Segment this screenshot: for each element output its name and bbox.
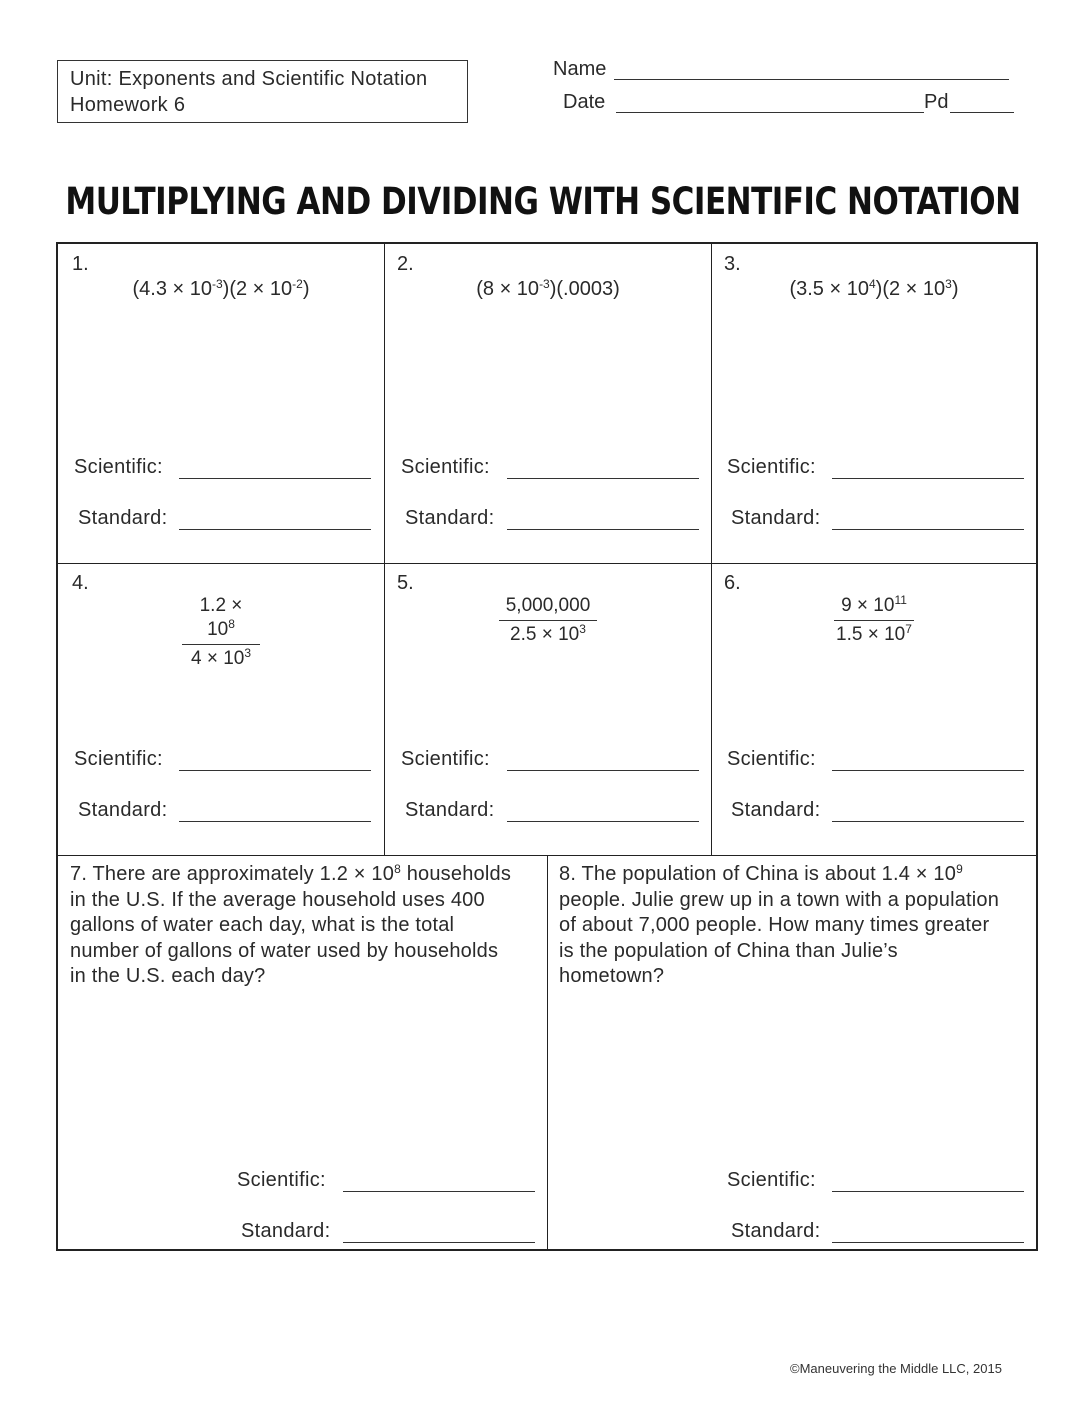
exponent: 3 [579, 622, 586, 636]
standard-answer-field[interactable] [179, 821, 371, 822]
problem-2-cell [385, 244, 711, 563]
exponent: 7 [905, 622, 912, 636]
scientific-answer-field[interactable] [832, 770, 1024, 771]
problem-number: 3. [724, 253, 741, 275]
standard-answer-field[interactable] [507, 529, 699, 530]
unit-title: Unit: Exponents and Scientific Notation [70, 68, 428, 90]
scientific-answer-field[interactable] [343, 1191, 535, 1192]
scientific-label: Scientific: [727, 1169, 816, 1191]
scientific-label: Scientific: [237, 1169, 326, 1191]
text-line [559, 862, 1031, 888]
denominator [182, 645, 260, 670]
exponent: 3 [244, 646, 252, 660]
problem-8-cell [548, 856, 1036, 1249]
scientific-label: Scientific: [401, 456, 490, 478]
standard-answer-field[interactable] [832, 529, 1024, 530]
standard-answer-field[interactable] [832, 1242, 1024, 1243]
text-line: in the U.S. each day? [70, 965, 266, 987]
standard-label: Standard: [731, 1220, 821, 1242]
problem-3-cell [712, 244, 1036, 563]
standard-label: Standard: [731, 799, 821, 821]
copyright-footer: ©Maneuvering the Middle LLC, 2015 [790, 1361, 1002, 1376]
fraction [834, 594, 914, 646]
problem-expression [385, 278, 711, 301]
exponent: 9 [956, 862, 963, 876]
scientific-label: Scientific: [401, 748, 490, 770]
name-label: Name [553, 58, 607, 80]
scientific-answer-field[interactable] [179, 770, 371, 771]
scientific-label: Scientific: [74, 456, 163, 478]
problem-number: 6. [724, 572, 741, 594]
denominator [834, 621, 914, 646]
expr-text: 1.5 × 10 [836, 624, 906, 645]
standard-answer-field[interactable] [179, 529, 371, 530]
standard-label: Standard: [731, 507, 821, 529]
exponent: -3 [212, 277, 223, 291]
expr-text: households [400, 863, 512, 885]
page-title: MULTIPLYING AND DIVIDING WITH SCIENTIFIC NOTATION [65, 180, 1021, 224]
problem-expression [712, 278, 1036, 301]
problem-number: 7. [70, 863, 88, 885]
expr-text: ) [951, 278, 959, 300]
exponent: 11 [894, 593, 907, 607]
word-problem-text [70, 862, 540, 990]
expr-text: (4.3 × 10 [132, 278, 212, 300]
text-line: hometown? [559, 965, 665, 987]
problem-expression [58, 278, 384, 301]
standard-label: Standard: [78, 799, 168, 821]
text-line: is the population of China than Julie’s [559, 939, 898, 962]
expr-text: 5,000,000 [505, 595, 591, 616]
standard-answer-field[interactable] [343, 1242, 535, 1243]
scientific-answer-field[interactable] [507, 770, 699, 771]
scientific-answer-field[interactable] [179, 478, 371, 479]
text-line [70, 862, 540, 888]
expr-text: )(2 × 10 [222, 278, 293, 300]
date-label: Date [563, 91, 606, 113]
fraction [499, 594, 597, 646]
unit-info-box [57, 60, 468, 123]
expr-text: (3.5 × 10 [789, 278, 869, 300]
numerator [834, 594, 914, 621]
text-line: number of gallons of water used by households [70, 939, 499, 962]
exponent: -2 [292, 277, 303, 291]
period-label: Pd [924, 91, 949, 113]
expr-text: There are approximately 1.2 × 10 [92, 863, 395, 885]
exponent: 4 [868, 277, 876, 291]
standard-answer-field[interactable] [832, 821, 1024, 822]
problem-4-cell [58, 564, 384, 855]
date-field[interactable] [616, 112, 924, 113]
scientific-label: Scientific: [74, 748, 163, 770]
problem-number: 8. [559, 863, 577, 885]
text-line: gallons of water each day, what is the total [70, 914, 455, 936]
problem-7-cell [58, 856, 547, 1249]
problem-number: 4. [72, 572, 89, 594]
standard-answer-field[interactable] [507, 821, 699, 822]
standard-label: Standard: [405, 799, 495, 821]
expr-text: 9 × 10 [841, 595, 895, 616]
fraction [182, 594, 260, 670]
text-line: in the U.S. If the average household uses 400 [70, 888, 485, 911]
expr-text: ) [302, 278, 310, 300]
problem-number: 2. [397, 253, 414, 275]
problem-grid [56, 242, 1038, 1251]
text-line: people. Julie grew up in a town with a population [559, 888, 1000, 911]
text-line: of about 7,000 people. How many times greater [559, 914, 990, 936]
period-field[interactable] [950, 112, 1014, 113]
exponent: 8 [228, 617, 235, 631]
expr-text: (8 × 10 [476, 278, 540, 300]
exponent: -3 [539, 277, 550, 291]
problem-number: 1. [72, 253, 89, 275]
scientific-answer-field[interactable] [832, 1191, 1024, 1192]
standard-label: Standard: [405, 507, 495, 529]
expr-text: The population of China is about 1.4 × 10 [581, 863, 957, 885]
standard-label: Standard: [78, 507, 168, 529]
expr-text: 2.5 × 10 [510, 624, 580, 645]
numerator [499, 594, 597, 621]
problem-1-cell [58, 244, 384, 563]
exponent: 3 [945, 277, 952, 291]
name-field[interactable] [614, 79, 1009, 80]
expr-text: 1.2 × 10 [199, 595, 243, 640]
scientific-answer-field[interactable] [832, 478, 1024, 479]
expr-text: )(2 × 10 [875, 278, 946, 300]
homework-label: Homework 6 [70, 94, 186, 116]
scientific-label: Scientific: [727, 748, 816, 770]
denominator [499, 621, 597, 646]
numerator [182, 594, 260, 645]
standard-label: Standard: [241, 1220, 331, 1242]
expr-text: 4 × 10 [190, 648, 245, 669]
exponent: 8 [394, 862, 401, 876]
expr-text: )(.0003) [549, 278, 620, 300]
problem-5-cell [385, 564, 711, 855]
problem-6-cell [712, 564, 1036, 855]
scientific-label: Scientific: [727, 456, 816, 478]
word-problem-text [559, 862, 1031, 990]
scientific-answer-field[interactable] [507, 478, 699, 479]
problem-number: 5. [397, 572, 414, 594]
